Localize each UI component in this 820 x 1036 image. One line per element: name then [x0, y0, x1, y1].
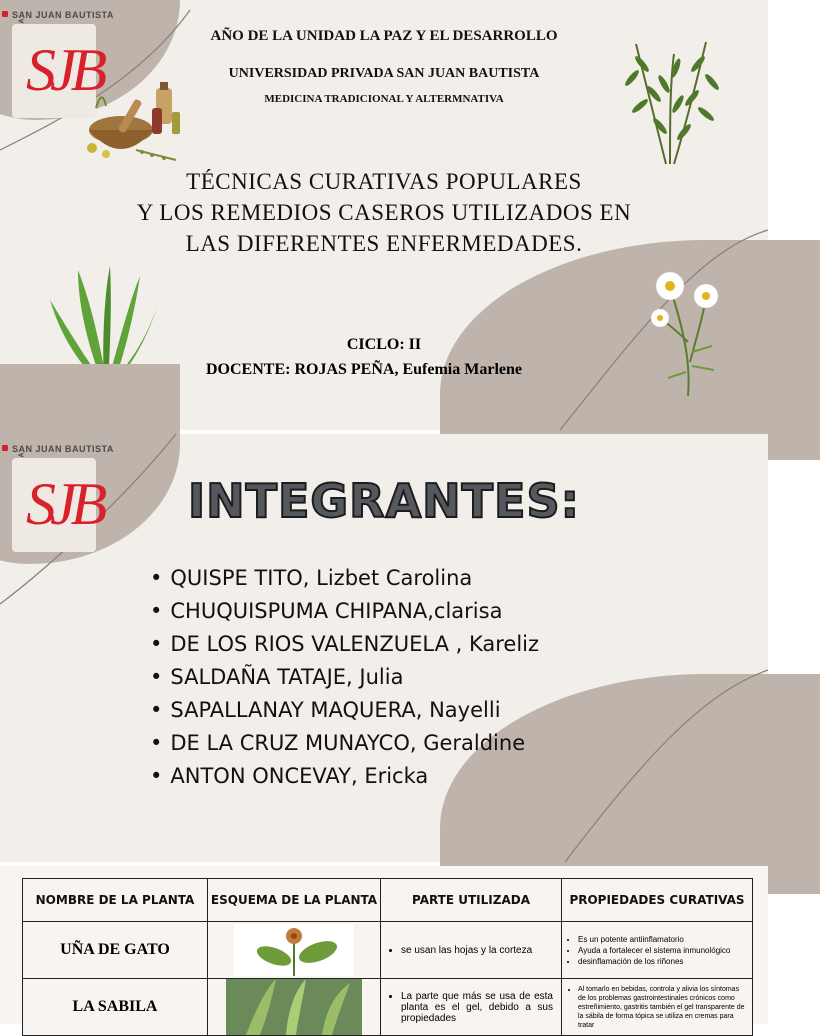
aloe-plant-image [226, 979, 362, 1035]
table-row [23, 979, 753, 1036]
logo-letters: SJB [26, 471, 102, 537]
mortar-herbs-illustration [76, 78, 190, 166]
list-item: • SALDAÑA TATAJE, Julia [150, 661, 539, 694]
logo-flag-icon [2, 445, 8, 451]
logo-flag-icon [2, 11, 8, 17]
column-header: PARTE UTILIZADA [381, 879, 562, 922]
column-header: PROPIEDADES CURATIVAS [562, 879, 753, 922]
list-item: • DE LOS RIOS VALENZUELA , Kareliz [150, 628, 539, 661]
property-item: • Es un potente antiinflamatorio [578, 934, 746, 945]
title-line: LAS DIFERENTES ENFERMEDADES. [185, 231, 583, 256]
title-line: TÉCNICAS CURATIVAS POPULARES [186, 169, 582, 194]
list-item: • SAPALLANAY MAQUERA, Nayelli [150, 694, 539, 727]
list-item: • QUISPE TITO, Lizbet Carolina [150, 562, 539, 595]
property-item: • Al tomarlo en bebidas, controla y alivia los síntomas de los problemas gastrointestinales crónicos como estreñimiento, gastritis también el gel transparente de la sábila de forma tópica se utiliza en cremas para tratar [578, 985, 746, 1030]
university-name: UNIVERSIDAD PRIVADA SAN JUAN BAUTISTA [228, 66, 540, 81]
title-line: Y LOS REMEDIOS CASEROS UTILIZADOS EN [136, 200, 632, 225]
plant-image-cell [208, 979, 381, 1036]
docente-label: DOCENTE: ROJAS PEÑA, Eufemia Marlene [206, 361, 522, 378]
table-header-row [23, 879, 753, 922]
ciclo-label: CICLO: II [346, 336, 422, 353]
part-used-text: • La parte que más se usa de esta planta es el gel, debido a sus propiedades [401, 991, 553, 1024]
plant-image-cell [208, 922, 381, 979]
part-used-cell [381, 979, 562, 1036]
list-item: • DE LA CRUZ MUNAYCO, Geraldine [150, 727, 539, 760]
list-item: • CHUQUISPUMA CHIPANA,clarisa [150, 595, 539, 628]
part-used-text: • se usan las hojas y la corteza [401, 945, 553, 956]
chamomile-illustration [648, 262, 734, 398]
table-row [23, 922, 753, 979]
plants-table [22, 878, 753, 1036]
logo-top-text: SAN JUAN BAUTISTA [12, 444, 114, 454]
property-item: • Ayuda a fortalecer el sistema inmunológico [578, 945, 746, 956]
property-item: • desinflamación de los riñones [578, 956, 746, 967]
column-header: NOMBRE DE LA PLANTA [23, 879, 208, 922]
year-motto: AÑO DE LA UNIDAD LA PAZ Y EL DESARROLLO [210, 28, 558, 44]
presentation-title [0, 166, 768, 259]
cats-claw-plant-image [234, 924, 354, 976]
properties-cell [562, 979, 753, 1036]
integrantes-slide [0, 434, 768, 862]
logo-letters: SJB [26, 37, 102, 103]
list-item: • ANTON ONCEVAY, Ericka [150, 760, 539, 793]
part-used-cell [381, 922, 562, 979]
column-header: ESQUEMA DE LA PLANTA [208, 879, 381, 922]
integrantes-title: INTEGRANTES: [187, 474, 581, 528]
logo-top-text: SAN JUAN BAUTISTA [12, 10, 114, 20]
members-list [150, 562, 539, 793]
plant-name-cell: LA SABILA [23, 979, 208, 1036]
plants-table-slide [0, 866, 768, 1029]
properties-cell [562, 922, 753, 979]
course-name: MEDICINA TRADICIONAL Y ALTERMNATIVA [264, 93, 504, 105]
plant-name-cell: UÑA DE GATO [23, 922, 208, 979]
